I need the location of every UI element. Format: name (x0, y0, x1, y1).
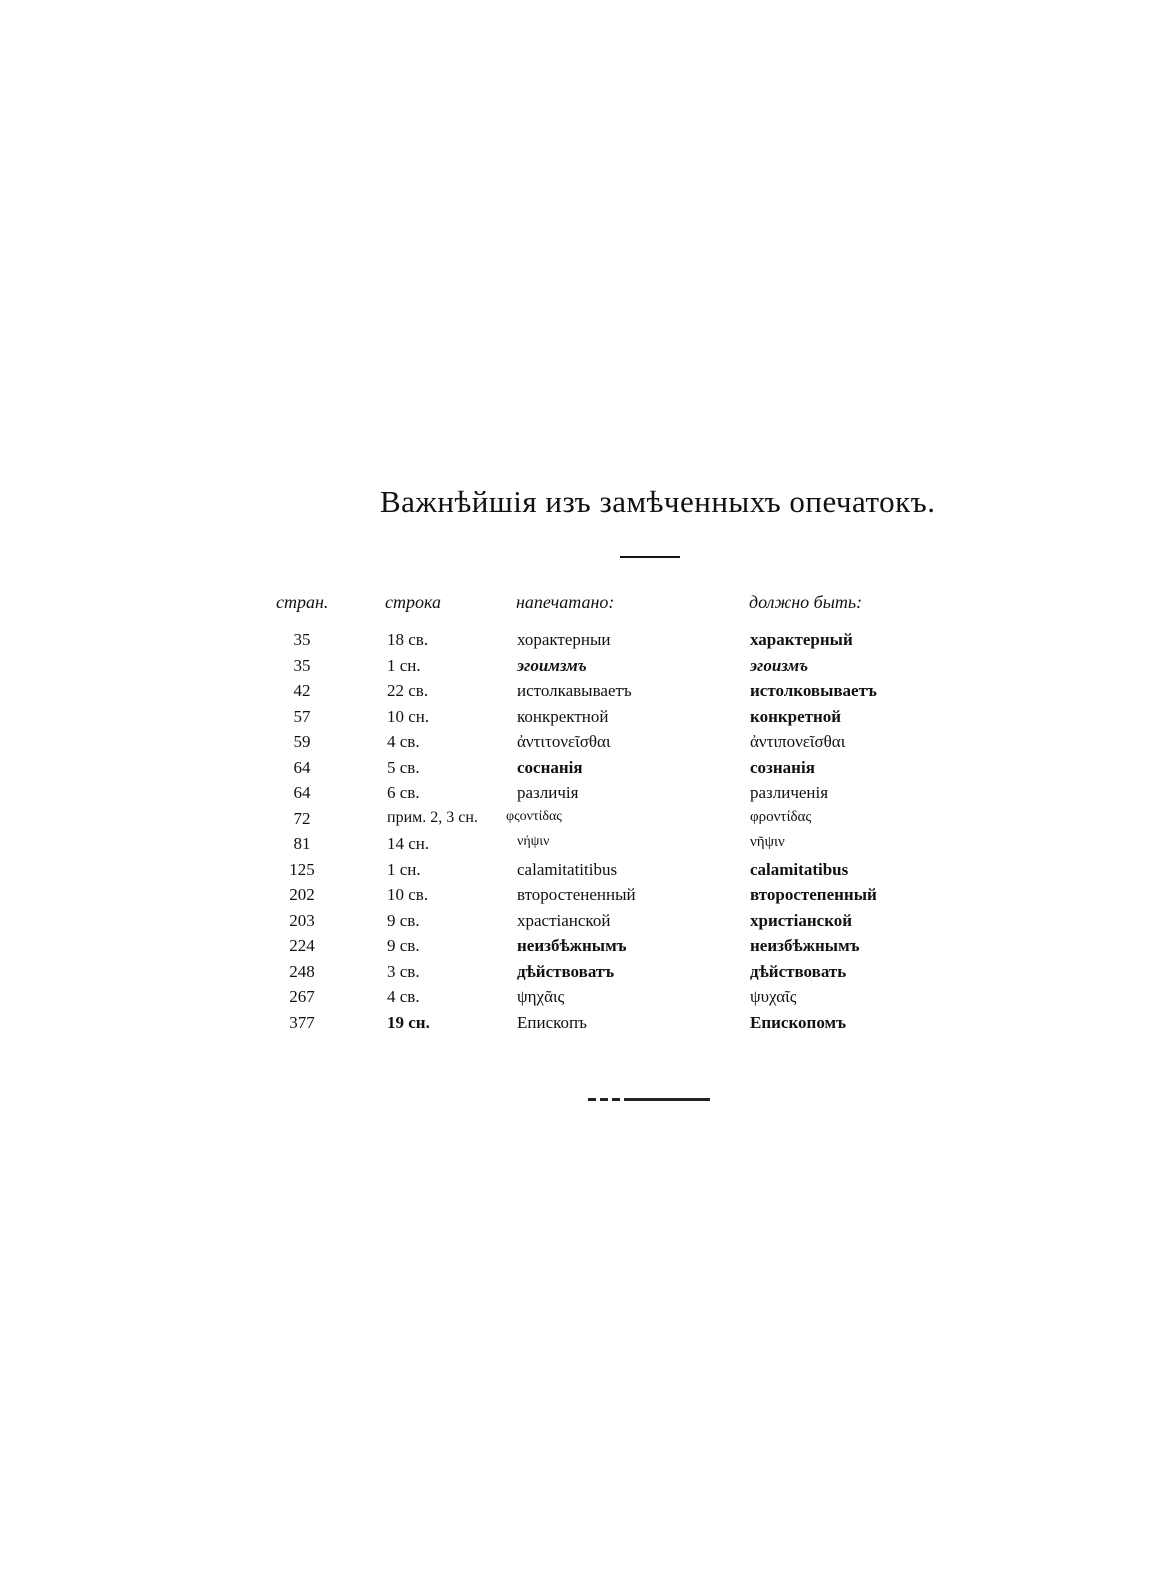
table-row (0, 707, 1163, 733)
cell-printed: ψηχᾶις (517, 987, 565, 1006)
cell-printed: calamitatitibus (517, 859, 618, 879)
cell-printed: эгоимзмъ (517, 655, 587, 675)
cell-line: 4 св. (387, 732, 420, 751)
cell-should: ψυχαῖς (750, 987, 797, 1006)
cell-should: φροντίδας (750, 808, 812, 825)
table-header (0, 592, 1163, 618)
table-row (0, 732, 1163, 758)
cell-printed: втоpостененный (517, 885, 636, 904)
cell-should: Епископомъ (750, 1012, 847, 1032)
cell-should: сознанія (750, 757, 815, 777)
cell-page: 248 (289, 961, 315, 981)
cell-line: 1 сн. (387, 655, 421, 675)
cell-page: 267 (289, 987, 315, 1006)
cell-line: 10 сн. (387, 706, 430, 726)
cell-line: 14 сн. (387, 834, 430, 853)
errata-table (0, 630, 1163, 1038)
cell-line: 19 сн. (387, 1012, 430, 1032)
cell-should: истолковываетъ (750, 681, 877, 700)
page-title: Важнѣйшія изъ замѣченныхъ опечатокъ. (380, 484, 936, 519)
cell-page: 64 (293, 783, 311, 802)
cell-page: 125 (289, 859, 315, 879)
header-should: должно быть: (749, 592, 863, 612)
cell-should: конкретной (750, 706, 842, 726)
table-row (0, 936, 1163, 962)
cell-line: 9 св. (387, 910, 420, 930)
cell-should: христіанской (750, 910, 853, 930)
cell-should: характерный (750, 630, 853, 649)
cell-printed: νήψιν (517, 834, 550, 849)
table-row (0, 758, 1163, 784)
cell-line: 6 св. (387, 783, 420, 802)
cell-should: неизбѣжнымъ (750, 936, 860, 955)
cell-should: эгоизмъ (750, 655, 809, 675)
table-row (0, 630, 1163, 656)
cell-line: 22 св. (387, 681, 429, 700)
cell-page: 59 (293, 732, 311, 751)
cell-should: calamitatibus (750, 859, 849, 879)
cell-line: 1 сн. (387, 859, 421, 879)
cell-page: 203 (289, 910, 315, 930)
cell-page: 64 (293, 757, 311, 777)
cell-page: 57 (293, 706, 311, 726)
table-row (0, 681, 1163, 707)
cell-printed: соснанія (517, 757, 583, 777)
cell-printed: ἀντιτονεῖσθαι (517, 732, 611, 751)
table-row (0, 885, 1163, 911)
header-line: строка (385, 592, 441, 612)
table-row (0, 834, 1163, 860)
cell-line: 9 св. (387, 936, 420, 955)
cell-page: 72 (293, 808, 311, 828)
header-page: стран. (276, 592, 329, 612)
cell-line: 4 св. (387, 987, 420, 1006)
cell-page: 224 (289, 936, 315, 955)
cell-page: 42 (293, 681, 311, 700)
cell-should: νῆψιν (750, 834, 785, 850)
cell-printed: дѣйствоватъ (517, 961, 615, 981)
table-row (0, 656, 1163, 682)
table-row (0, 987, 1163, 1013)
cell-page: 81 (293, 834, 311, 853)
cell-page: 35 (293, 630, 311, 649)
header-printed: напечатано: (516, 592, 615, 612)
table-row (0, 962, 1163, 988)
cell-printed: истолкавываетъ (517, 681, 632, 700)
table-row (0, 783, 1163, 809)
cell-printed: храстіанской (517, 910, 611, 930)
cell-line: прим. 2, 3 сн. (387, 808, 478, 826)
cell-line: 18 св. (387, 630, 429, 649)
cell-page: 35 (293, 655, 311, 675)
table-row (0, 1013, 1163, 1039)
cell-line: 5 св. (387, 757, 420, 777)
cell-page: 202 (289, 885, 315, 904)
cell-line: 3 св. (387, 961, 420, 981)
cell-should: различенія (750, 783, 829, 802)
cell-printed: различія (517, 783, 579, 802)
cell-line: 10 св. (387, 885, 429, 904)
cell-should: ἀντιπονεῖσθαι (750, 732, 846, 751)
cell-should: второстепенный (750, 885, 877, 904)
cell-printed: хорактерныи (517, 630, 611, 649)
table-row (0, 860, 1163, 886)
title-divider (620, 556, 680, 558)
closing-rule (588, 1098, 710, 1101)
table-row (0, 809, 1163, 835)
cell-page: 377 (289, 1012, 315, 1032)
table-row (0, 911, 1163, 937)
cell-printed: конкректной (517, 706, 609, 726)
cell-printed: Епископъ (517, 1012, 587, 1032)
cell-printed: неизбѣжнымъ (517, 936, 627, 955)
cell-should: дѣйствовать (750, 961, 847, 981)
cell-printed: φςοντίδας (506, 808, 562, 824)
